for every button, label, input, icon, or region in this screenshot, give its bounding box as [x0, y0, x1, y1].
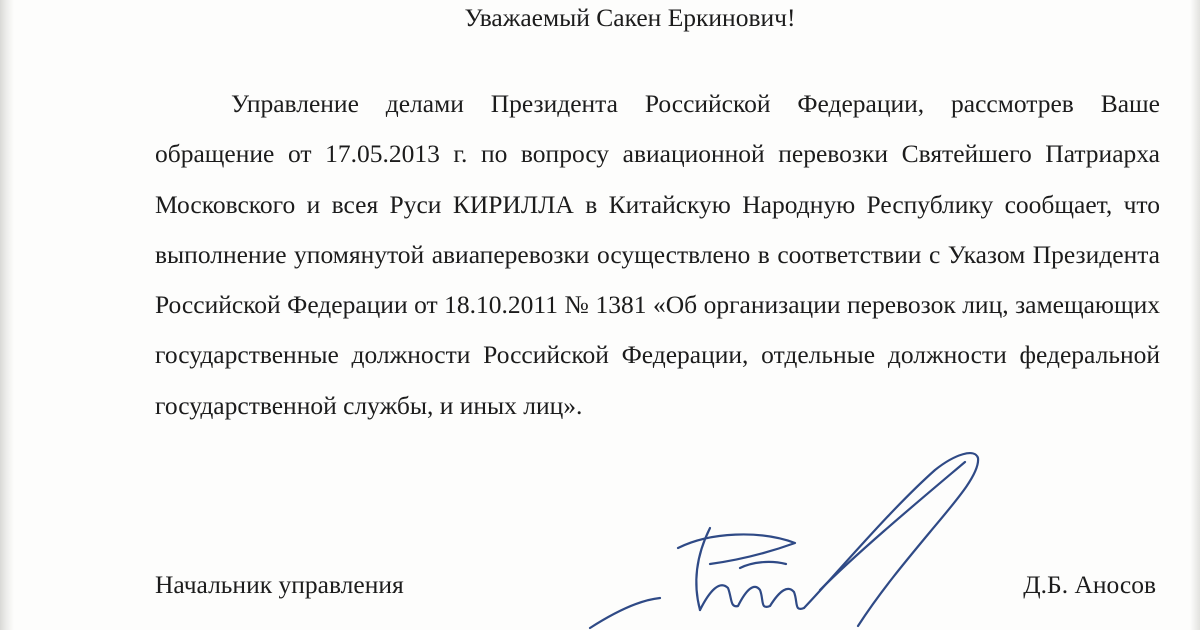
signature-stroke	[804, 453, 978, 626]
letter-salutation: Уважаемый Сакен Еркинович!	[464, 3, 796, 32]
paper-right-edge	[1190, 0, 1200, 630]
paper-left-edge	[0, 0, 14, 630]
signatory-name: Д.Б. Аносов	[1023, 570, 1156, 599]
signature-stroke	[590, 598, 660, 628]
signature-stroke	[820, 462, 965, 590]
letter-body-paragraph: Управление делами Президента Российской Федерации, рассмотрев Ваше обращение от 17.05.2013 г. по вопросу авиационной перевозки Святейшего Патриарха Московского и всея Руси КИРИЛЛА в Китайскую Народную Республику сообщает, что выполнение упомянутой авиаперевозки осуществлено в соответствии с Указом Президента Российской Федерации от 18.10.2011 № 1381 «Об организации перевозок лиц, замещающих государственные должности Российской Федерации, отдельные должности федеральной государственной службы, и иных лиц».	[155, 89, 1160, 420]
handwritten-signature	[560, 440, 1020, 630]
signature-stroke	[678, 534, 795, 564]
signature-stroke	[700, 585, 804, 610]
signatory-position: Начальник управления	[155, 570, 404, 599]
signature-stroke	[740, 562, 786, 568]
